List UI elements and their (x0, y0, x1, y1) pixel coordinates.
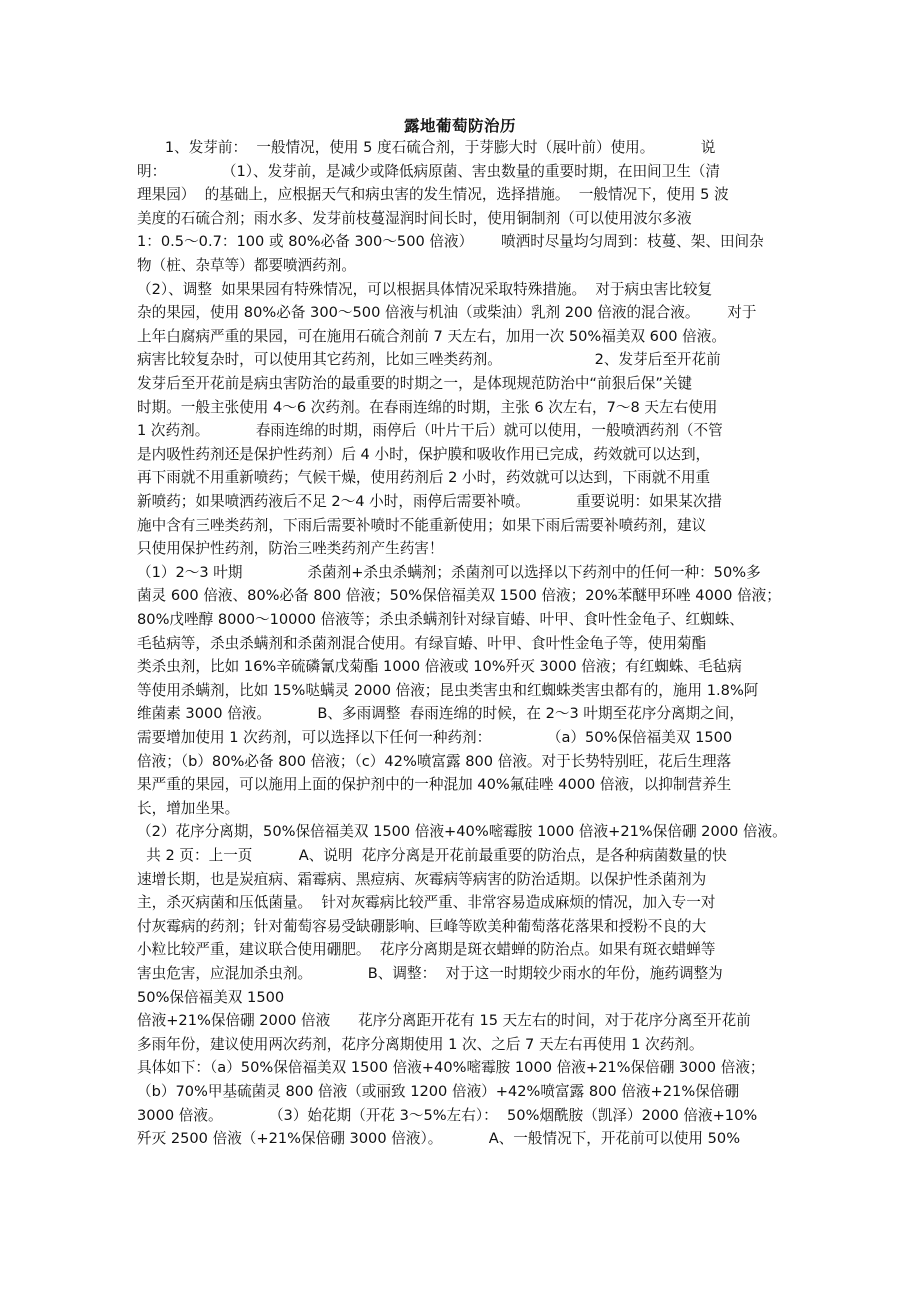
body-line: 付灰霉病的药剂；针对葡萄容易受缺硼影响、巨峰等欧美种葡萄落花落果和授粉不良的大 (137, 917, 707, 935)
body-line: 等使用杀螨剂，比如 15%哒螨灵 2000 倍液；昆虫类害虫和红蜘蛛类害虫都有的，施用 1.8%阿 (137, 681, 759, 699)
body-line: 只使用保护性药剂，防治三唑类药剂产生药害！ (137, 540, 444, 558)
body-line: 毛毡病等，杀虫杀螨剂和杀菌剂混合使用。有绿盲蝽、叶甲、食叶性金龟子等，使用菊酯 (137, 634, 707, 652)
body-line: 发芽后至开花前是病虫害防治的最重要的时期之一，是体现规范防治中“前狠后保”关键 (137, 375, 693, 392)
body-line: 具体如下：（a）50%保倍福美双 1500 倍液+40%嘧霉胺 1000 倍液+21%保倍硼 3000 倍液； (137, 1059, 765, 1077)
body-line: 共 2 页：上一页 A、说明 花序分离是开花前最重要的防治点，是各种病菌数量的快 (137, 847, 727, 864)
body-line: 明： （1）、发芽前，是减少或降低病原菌、害虫数量的重要时期，在田间卫生（清 (137, 162, 721, 180)
body-line: 歼灭 2500 倍液（+21%保倍硼 3000 倍液）。 A、一般情况下，开花前可以使用 50% (137, 1130, 741, 1148)
body-line: 小粒比较严重，建议联合使用硼肥。 花序分离期是斑衣蜡蝉的防治点。如果有斑衣蜡蝉等 (137, 941, 716, 959)
body-line: （b）70%甲基硫菌灵 800 倍液（或丽致 1200 倍液）+42%喷富露 800 倍液+21%保倍硼 (137, 1083, 739, 1100)
body-line: 80%戊唑醇 8000～10000 倍液等；杀虫杀螨剂针对绿盲蝽、叶甲、食叶性金龟子、红蜘蛛、 (137, 611, 744, 628)
body-line: 速增长期，也是炭疽病、霜霉病、黑痘病、灰霉病等病害的防治适期。以保护性杀菌剂为 (137, 870, 707, 888)
body-line: 维菌素 3000 倍液。 B、多雨调整 春雨连绵的时候，在 2～3 叶期至花序分离期之间， (137, 705, 744, 723)
body-line: 杂的果园，使用 80%必备 300～500 倍液与机油（或柴油）乳剂 200 倍液的混合液。 对于 (137, 304, 757, 322)
body-line: 是内吸性药剂还是保护性药剂）后 4 小时，保护膜和吸收作用已完成，药效就可以达到， (137, 445, 711, 463)
body-line: 害虫危害，应混加杀虫剂。 B、调整： 对于这一时期较少雨水的年份，施药调整为 (137, 965, 723, 982)
body-line: 50%保倍福美双 1500 (137, 988, 285, 1006)
body-line: 3000 倍液。 （3）始花期（开花 3～5%左右）： 50%烟酰胺（凯泽）2000 倍液+10% (137, 1106, 758, 1124)
body-line: 施中含有三唑类药剂，下雨后需要补喷时不能重新使用；如果下雨后需要补喷药剂，建议 (137, 516, 707, 534)
document-title: 露地葡萄防治历 (403, 117, 516, 135)
body-line: 主，杀灭病菌和压低菌量。 针对灰霉病比较严重、非常容易造成麻烦的情况，加入专一对 (137, 894, 716, 912)
body-line: 菌灵 600 倍液、80%必备 800 倍液；50%保倍福美双 1500 倍液；20%苯醚甲环唑 4000 倍液； (137, 587, 781, 605)
body-line: 倍液；（b）80%必备 800 倍液；（c）42%喷富露 800 倍液。对于长势特别旺，花后生理落 (137, 752, 732, 770)
body-line: 多雨年份，建议使用两次药剂，花序分离期使用 1 次、之后 7 天左右再使用 1 次药剂。 (137, 1035, 704, 1053)
body-line: 类杀虫剂，比如 16%辛硫磷氰戊菊酯 1000 倍液或 10%歼灭 3000 倍液；有红蜘蛛、毛毡病 (137, 658, 742, 676)
body-line: 1 次药剂。 春雨连绵的时期，雨停后（叶片干后）就可以使用，一般喷洒药剂（不管 (137, 422, 723, 440)
body-line: （2）、调整 如果果园有特殊情况，可以根据具体情况采取特殊措施。 对于病虫害比较复 (137, 280, 713, 298)
body-line: 1、发芽前： 一般情况，使用 5 度石硫合剂，于芽膨大时（展叶前）使用。 说 (137, 139, 716, 156)
body-line: 需要增加使用 1 次药剂，可以选择以下任何一种药剂： （a）50%保倍福美双 1500 (137, 729, 733, 746)
body-line: 病害比较复杂时，可以使用其它药剂，比如三唑类药剂。 2、发芽后至开花前 (137, 351, 721, 369)
body-line: （1）2～3 叶期 杀菌剂+杀虫杀螨剂；杀菌剂可以选择以下药剂中的任何一种：50%多 (137, 563, 761, 581)
body-line: 美度的石硫合剂；雨水多、发芽前枝蔓湿润时间长时，使用铜制剂（可以使用波尔多液 (137, 209, 692, 227)
body-line: 物（桩、杂草等）都要喷洒药剂。 (137, 257, 356, 274)
body-line: 上年白腐病严重的果园，可在施用石硫合剂前 7 天左右，加用一次 50%福美双 600 倍液。 (137, 327, 726, 345)
body-line: （2）花序分离期，50%保倍福美双 1500 倍液+40%嘧霉胺 1000 倍液+21%保倍硼 2000 倍液。 (137, 823, 787, 841)
body-line: 新喷药；如果喷洒药液后不足 2～4 小时，雨停后需要补喷。 重要说明：如果某次措 (137, 493, 723, 510)
body-line: 理果园） 的基础上，应根据天气和病虫害的发生情况，选择措施。 一般情况下，使用 5 波 (137, 186, 729, 204)
body-line: 1：0.5～0.7：100 或 80%必备 300～500 倍液） 喷洒时尽量均匀周到：枝蔓、架、田间杂 (137, 233, 764, 251)
body-line: 果严重的果园，可以施用上面的保护剂中的一种混加 40%氟硅唑 4000 倍液，以抑制营养生 (137, 776, 732, 794)
body-line: 倍液+21%保倍硼 2000 倍液 花序分离距开花有 15 天左右的时间，对于花序分离至开花前 (137, 1012, 751, 1030)
body-line: 再下雨就不用重新喷药；气候干燥，使用药剂后 2 小时，药效就可以达到，下雨就不用重 (137, 469, 711, 487)
body-line: 时期。一般主张使用 4～6 次药剂。在春雨连绵的时期，主张 6 次左右，7～8 天左右使用 (137, 398, 718, 416)
body-line: 长，增加坐果。 (137, 799, 240, 817)
